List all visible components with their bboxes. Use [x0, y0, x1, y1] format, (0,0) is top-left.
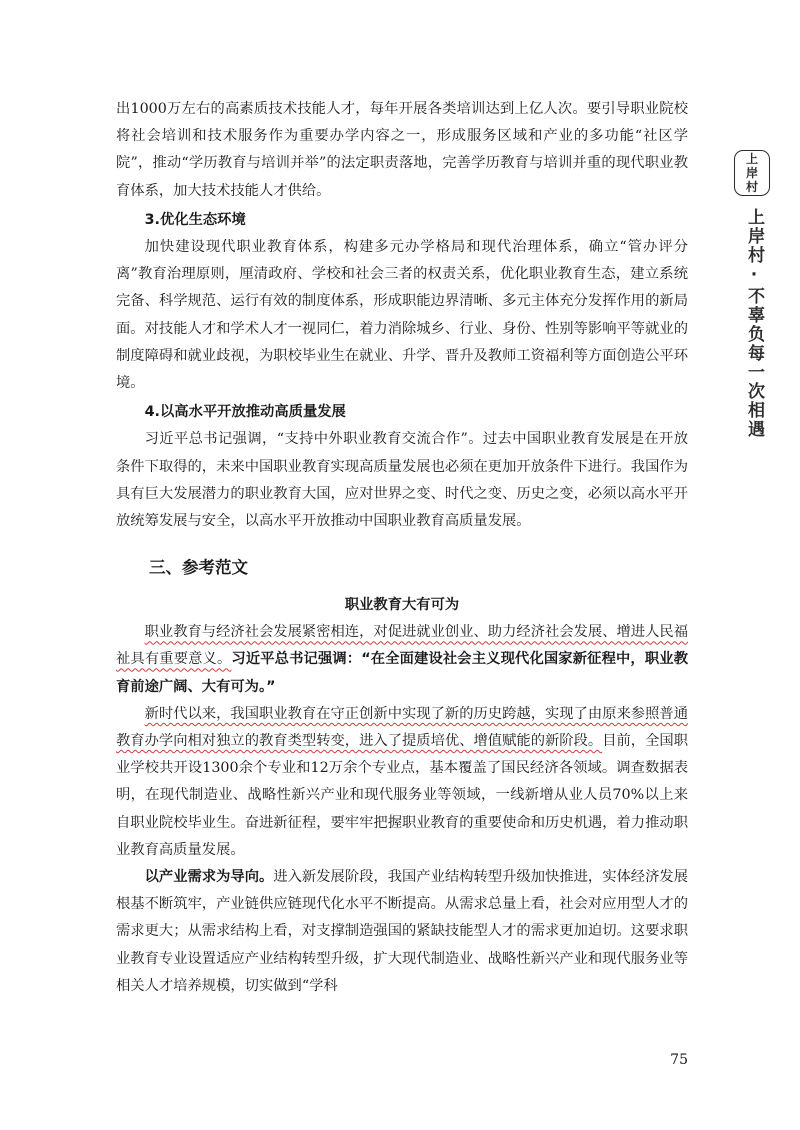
chapter-heading: 三、参考范文: [149, 558, 248, 578]
paragraph-text: 目前，全国职业学校共开设1300余个专业和12万余个专业点，基本覆盖了国民经济各领域。调查数据表明，在现代制造业、战略性新兴产业和现代服务业等领域，一线新增从业人员70%以上来自职业院校毕业生。奋进新征程，要牢牢把握职业教育的重要使命和历史机遇，着力推动职业教育高质量发展。: [116, 733, 688, 858]
bold-quote: 习近平总书记强调：“在全面建设社会主义现代化国家新征程中，职业教育前途广阔、大有可为。”: [116, 651, 688, 695]
text-column: [116, 96, 688, 1000]
underlined-text: 新时代以来，我国职业教育在守正创新中实现了新的历史跨越，实现了由原来参照普通教育办学向相对独立的教育类型转变，进入了提质培优、增值赋能的新阶段。: [116, 705, 688, 750]
section-3-body: 加快建设现代职业教育体系，构建多元办学格局和现代治理体系，确立“管办评分离”教育治理原则，厘清政府、学校和社会三者的权责关系，优化职业教育生态，建立系统完备、科学规范、运行有效的制度体系，形成职能边界清晰、多元主体充分发挥作用的新局面。对技能人才和学术人才一视同仁，着力消除城乡、行业、身份、性别等影响平等就业的制度障碍和就业歧视，为职校毕业生在就业、升学、晋升及教师工资福利等方面创造公平环境。: [116, 239, 688, 392]
sample-paragraph-3: [116, 864, 688, 1000]
sample-paragraph-2: [116, 701, 688, 864]
paragraph-continued: 出1000万左右的高素质技术技能人才，每年开展各类培训达到上亿人次。要引导职业院校将社会培训和技术服务作为重要办学内容之一，形成服务区域和产业的多功能“社区学院”，推动“学历教育与培训并举”的法定职责落地，完善学历教育与培训并重的现代职业教育体系，加大技术技能人才供给。: [116, 101, 688, 199]
bold-lead: 以产业需求为导向。: [144, 869, 274, 886]
page-number: 75: [670, 1052, 688, 1068]
paragraph-text: 进入新发展阶段，我国产业结构转型升级加快推进，实体经济发展根基不断筑牢，产业链供应链现代化水平不断提高。从需求总量上看，社会对应用型人才的需求更大；从需求结构上看，对支撑制造强国的紧缺技能型人才的需求更加迫切。这要求职业教育专业设置适应产业结构转型升级，扩大现代制造业、战略性新兴产业和现代服务业等相关人才培养规模，切实做到“学科: [116, 869, 688, 994]
sample-paragraph-1: [116, 619, 688, 701]
section-4-title: 4.以高水平开放推动高质量发展: [144, 404, 346, 421]
underlined-text: 职业教育与经济社会发展紧密相连，对促进就业创业、助力经济社会发展、增进人民福祉具有重要意义。: [116, 624, 688, 668]
brand-logo-text: 上岸村: [745, 152, 758, 194]
brand-logo-stamp: [734, 150, 770, 196]
sample-essay-title: 职业教育大有可为: [344, 597, 460, 614]
section-3-title: 3.优化生态环境: [144, 211, 246, 228]
section-4-body: 习近平总书记强调，“支持中外职业教育交流合作”。过去中国职业教育发展是在开放条件下取得的，未来中国职业教育实现高质量发展也必须在更加开放条件下进行。我国作为具有巨大发展潜力的职业教育大国，应对世界之变、时代之变、历史之变，必须以高水平开放统筹发展与安全，以高水平开放推动中国职业教育高质量发展。: [116, 431, 688, 530]
side-slogan: 上岸村·不辜负每一次相遇: [744, 208, 764, 439]
